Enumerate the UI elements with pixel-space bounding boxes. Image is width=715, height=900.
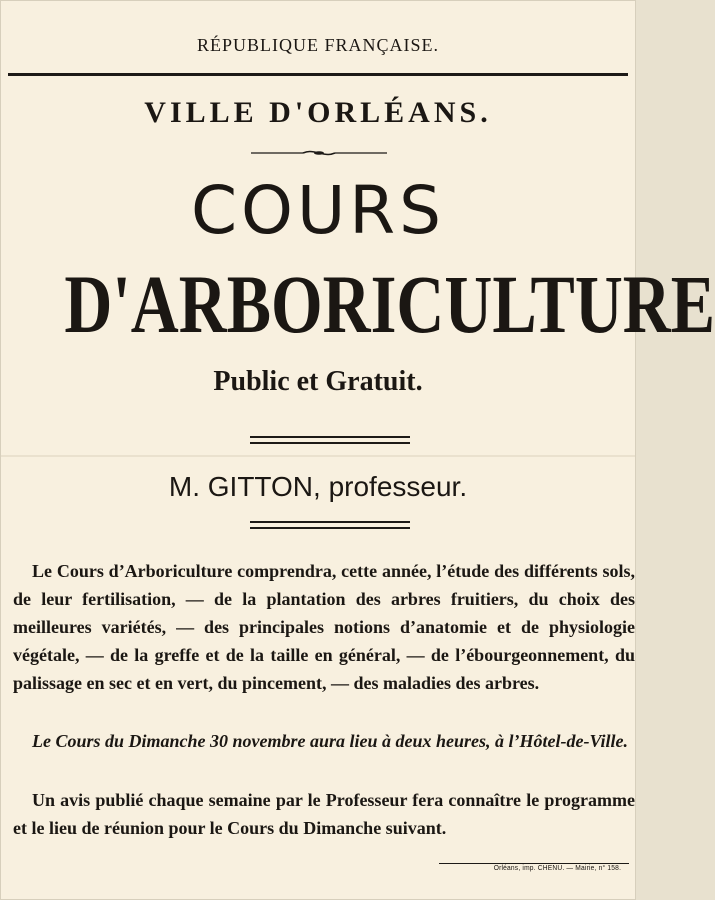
professor-line: M. GITTON, professeur. [168,471,468,502]
subheading: Public et Gratuit. [213,366,423,397]
body-paragraph-2: Le Cours du Dimanche 30 novembre aura lieu à deux heures, à l’Hôtel-de-Ville. [32,731,629,751]
fold-line [1,455,635,457]
body-paragraph-3: Un avis publié chaque semaine par le Professeur fera connaître le programme et le lieu de réunion pour le Cours du Dimanche suivant. [13,790,635,838]
footer-rule [439,863,629,864]
printer-footer: Orléans, imp. CHENU. — Mairie, n° 158. [493,865,621,872]
double-rule-upper [250,436,410,444]
course-heading: COURS [190,172,446,249]
body-paragraph-1: Le Cours d’Arboriculture comprendra, cette année, l’étude des différents sols, de leur fertilisation, — de la plantation des arbres fruitiers, du choix des meilleures variétés, — des principales notions d’anatomie et de physiologie végétale, — de la greffe et de la taille en général, — de l’ébourgeonnement, du palissage en sec et en vert, du pincement, — des maladies des arbres. [13,561,635,693]
city-title: VILLE D'ORLÉANS. [144,96,492,129]
ornament-divider [251,150,387,156]
arboriculture-heading: D'ARBORICULTURE [64,258,715,350]
double-rule-lower [250,521,410,529]
top-rule [8,73,628,76]
republic-heading: RÉPUBLIQUE FRANÇAISE. [196,35,440,55]
